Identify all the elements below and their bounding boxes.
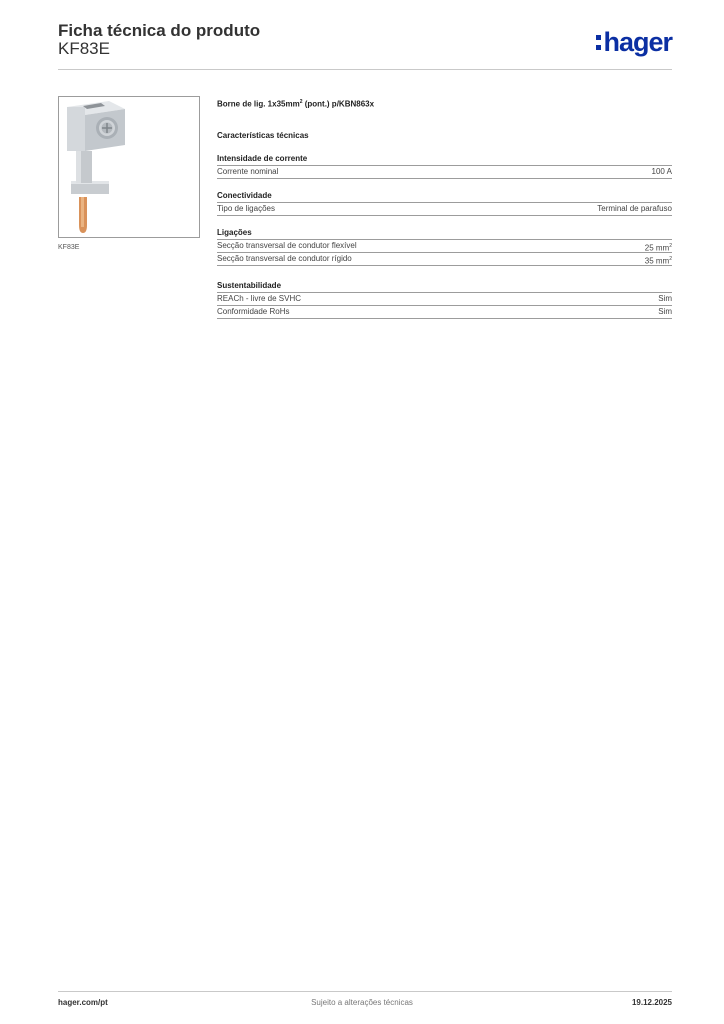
page-title: Ficha técnica do produto [58,21,261,40]
product-name-superscript: 2 [299,99,303,105]
spec-value [645,240,672,252]
footer-divider [58,991,672,992]
footer-date: 19.12.2025 [631,998,672,1007]
footer-note: Sujeito a alterações técnicas [311,998,413,1007]
section-title: Intensidade de corrente [217,153,672,166]
spec-value: Terminal de parafuso [597,204,672,213]
spec-label: Secção transversal de condutor flexível [217,241,357,250]
product-name-suffix: (pont.) p/KBN863x [302,99,375,109]
spec-label: Tipo de ligações [217,204,275,213]
spec-value: 100 A [651,167,672,176]
spec-row [217,253,672,266]
spec-value: Sim [658,307,672,316]
section-sustainability [217,280,672,319]
spec-row [217,306,672,319]
spec-value-superscript: 2 [669,243,672,249]
section-title: Conectividade [217,190,672,203]
spec-value: Sim [658,294,672,303]
spec-row [217,240,672,253]
spec-value [645,253,672,265]
section-title: Sustentabilidade [217,280,672,293]
spec-label: Conformidade RoHs [217,307,290,316]
product-name-prefix: Borne de lig. 1x35mm [217,99,300,109]
product-name [217,96,672,108]
spec-value-superscript: 2 [669,256,672,262]
spec-label: REACh - livre de SVHC [217,294,302,303]
product-image [58,96,200,238]
spec-value-text: 35 mm [644,256,670,266]
spec-row [217,293,672,306]
spec-label: Corrente nominal [217,167,279,176]
product-details [217,96,672,319]
header-divider [58,69,672,70]
image-caption: KF83E [58,244,80,251]
section-current [217,153,672,179]
spec-row [217,203,672,216]
logo-dots-icon [596,35,601,50]
terminal-block-illustration [59,97,199,237]
section-connections [217,227,672,266]
section-connectivity [217,190,672,216]
section-title: Ligações [217,227,672,240]
product-code: KF83E [58,39,110,58]
hager-logo [596,27,672,57]
spec-value-text: 25 mm [644,243,670,253]
spec-row [217,166,672,179]
characteristics-title: Características técnicas [217,131,309,140]
spec-label: Secção transversal de condutor rígido [217,254,352,263]
footer-website-link[interactable]: hager.com/pt [58,998,108,1007]
logo-wordmark: hager [603,27,672,57]
